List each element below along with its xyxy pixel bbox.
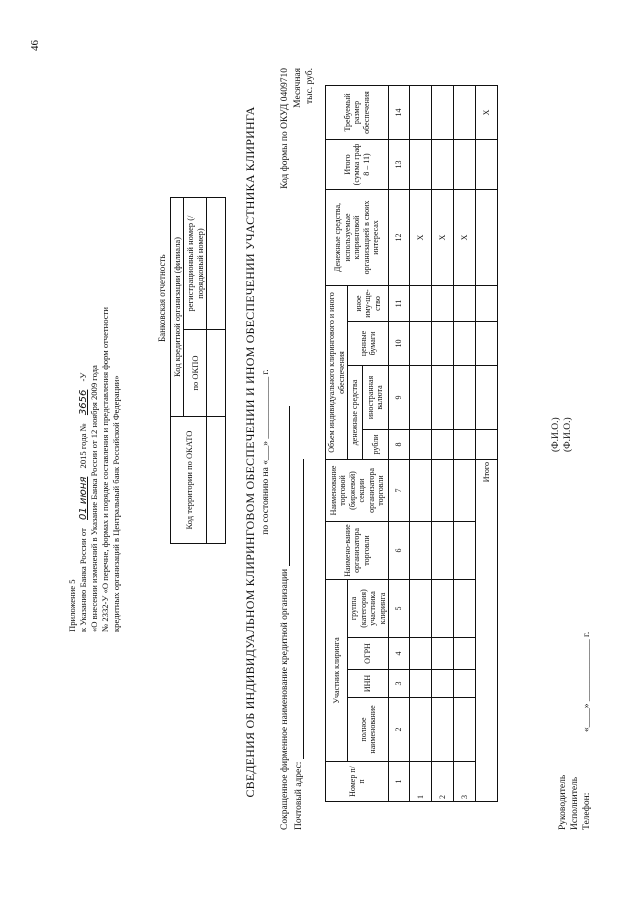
column-number: 11 [389, 286, 410, 322]
column-number: 1 [389, 762, 410, 802]
bank-reporting-label: Банковская отчетность [157, 254, 167, 342]
column-number: 3 [389, 670, 410, 698]
header-other-property: иное иму-ще-ство [348, 286, 389, 322]
signature-date: «____» _____________ г. [582, 631, 592, 732]
data-cell[interactable] [454, 140, 476, 190]
column-number: 6 [389, 522, 410, 580]
header-group: группа (категория) участника клиринга [348, 580, 389, 638]
header-total: Итого (сумма граф 8 – 11) [326, 140, 389, 190]
data-cell[interactable] [454, 698, 476, 762]
data-cell[interactable] [454, 366, 476, 430]
appendix-line-1: Приложение 5 [67, 579, 77, 632]
column-number: 7 [389, 460, 410, 522]
postal-address-field[interactable] [303, 459, 304, 759]
column-number: 10 [389, 322, 410, 366]
data-cell[interactable] [410, 580, 432, 638]
org-name-field[interactable] [289, 406, 290, 566]
data-cell[interactable] [410, 322, 432, 366]
total-row [476, 86, 498, 802]
data-cell[interactable] [432, 366, 454, 430]
total-cell[interactable] [476, 286, 498, 322]
header-money: денежные средства [348, 366, 363, 460]
clearing-collateral-table [325, 85, 498, 802]
header-collateral-volume: Объем индивидуального клирингового и иного обеспечения [326, 286, 348, 460]
appendix-number-handwritten: 3656 [78, 389, 89, 416]
data-cell[interactable] [410, 140, 432, 190]
appendix-line-2-mid: 2015 года № [78, 423, 88, 469]
org-name-label: Сокращенное фирменное наименование кредитной организации [280, 568, 290, 830]
data-cell[interactable] [410, 86, 432, 140]
header-clearing-participant: Участник клиринга [326, 580, 348, 762]
data-cell[interactable] [432, 140, 454, 190]
okato-label: Код территории по ОКАТО [171, 417, 207, 544]
data-cell[interactable] [454, 460, 476, 522]
appendix-line-5: кредитных организаций в Центральный банк Российской Федерации» [111, 375, 121, 632]
header-inn: ИНН [348, 670, 389, 698]
column-number: 9 [389, 366, 410, 430]
data-cell[interactable] [454, 286, 476, 322]
header-trading-section: Наименование торговой (биржевой) секции организатора торговли [326, 460, 389, 522]
data-cell[interactable] [432, 580, 454, 638]
data-cell[interactable] [410, 670, 432, 698]
data-cell[interactable] [432, 460, 454, 522]
total-cell[interactable] [476, 140, 498, 190]
executor-fio: (Ф.И.О.) [563, 417, 573, 452]
okpo-label: по ОКПО [184, 330, 207, 417]
currency-unit: тыс. руб. [305, 68, 315, 104]
cross-mark: Х [454, 190, 476, 286]
okato-value-cell[interactable] [207, 417, 226, 544]
total-cell[interactable] [476, 190, 498, 286]
codes-table [170, 197, 226, 544]
data-cell[interactable] [410, 430, 432, 460]
data-cell[interactable] [410, 638, 432, 670]
header-number: Номер п/п [326, 762, 389, 802]
okpo-value-cell[interactable] [207, 330, 226, 417]
data-cell[interactable] [410, 286, 432, 322]
reg-number-value-cell[interactable] [207, 198, 226, 330]
total-cell[interactable] [476, 366, 498, 430]
total-cell[interactable] [476, 322, 498, 366]
data-cell[interactable] [432, 286, 454, 322]
appendix-line-3: «О внесении изменений в Указание Банка России от 12 ноября 2009 года [89, 365, 99, 632]
total-cell[interactable] [476, 430, 498, 460]
header-organizer: Наимено-вание организатора торговли [326, 522, 389, 580]
data-cell[interactable] [432, 670, 454, 698]
row-number: 3 [454, 762, 476, 802]
data-cell[interactable] [410, 460, 432, 522]
form-title: СВЕДЕНИЯ ОБ ИНДИВИДУАЛЬНОМ КЛИРИНГОВОМ ОБЕСПЕЧЕНИИ И ИНОМ ОБЕСПЕЧЕНИИ УЧАСТНИКА КЛИРИНГА [243, 106, 257, 798]
okud-code: Код формы по ОКУД 0409710 [280, 68, 290, 189]
table-row [432, 86, 454, 802]
data-cell[interactable] [432, 86, 454, 140]
phone-label: Телефон: [582, 792, 592, 830]
appendix-line-2-suffix: -У [78, 372, 88, 382]
executor-label: Исполнитель [570, 776, 580, 830]
column-number: 8 [389, 430, 410, 460]
data-cell[interactable] [432, 522, 454, 580]
page-number: 46 [29, 40, 41, 51]
appendix-line-2 [78, 192, 89, 632]
header-ogrn: ОГРН [348, 638, 389, 670]
data-cell[interactable] [454, 430, 476, 460]
column-number: 12 [389, 190, 410, 286]
header-foreign-currency: иностранная валюта [362, 366, 388, 430]
org-name-row [280, 406, 290, 830]
header-rubles: рубли [362, 430, 388, 460]
postal-address-label: Почтовый адрес: [294, 761, 304, 830]
column-number: 14 [389, 86, 410, 140]
header-full-name: полное наименование [348, 698, 389, 762]
rotated-document-page [25, 22, 615, 882]
cross-mark: Х [432, 190, 454, 286]
column-number: 13 [389, 140, 410, 190]
data-cell[interactable] [432, 322, 454, 366]
data-cell[interactable] [432, 638, 454, 670]
data-cell[interactable] [454, 638, 476, 670]
data-cell[interactable] [432, 430, 454, 460]
cross-mark: Х [410, 190, 432, 286]
data-cell[interactable] [454, 86, 476, 140]
column-number: 2 [389, 698, 410, 762]
header-own-funds: Денежные средства, используемые клиринговой организацией в своих интересах [326, 190, 389, 286]
data-cell[interactable] [454, 580, 476, 638]
data-cell[interactable] [410, 522, 432, 580]
total-label: Итого [476, 460, 498, 802]
reg-number-label: регистрационный номер (/порядковый номер) [184, 198, 207, 330]
as-of-date: по состоянию на «___» _____________ г. [261, 369, 271, 535]
appendix-line-4: № 2332-У «О перечне, формах и порядке составления и представления форм отчетности [100, 307, 110, 632]
row-number: 2 [432, 762, 454, 802]
column-number: 5 [389, 580, 410, 638]
branch-code-header: Код кредитной организации (филиала) [171, 198, 184, 417]
table-row [454, 86, 476, 802]
head-label: Руководитель [558, 774, 568, 830]
data-cell[interactable] [410, 366, 432, 430]
column-number: 4 [389, 638, 410, 670]
head-fio: (Ф.И.О.) [551, 417, 561, 452]
data-cell[interactable] [432, 698, 454, 762]
header-required: Требуемый размер обеспечения [326, 86, 389, 140]
data-cell[interactable] [454, 322, 476, 366]
data-cell[interactable] [454, 670, 476, 698]
header-securities: ценные бумаги [348, 322, 389, 366]
row-number: 1 [410, 762, 432, 802]
postal-address-row [294, 459, 304, 830]
appendix-day-handwritten: 01 июня [78, 476, 89, 520]
reporting-period: Месячная [293, 68, 303, 108]
data-cell[interactable] [454, 522, 476, 580]
appendix-header [67, 192, 122, 632]
appendix-line-2-prefix: к Указанию Банка России от [78, 528, 88, 632]
data-cell[interactable] [410, 698, 432, 762]
cross-mark: Х [476, 86, 498, 140]
table-row [410, 86, 432, 802]
